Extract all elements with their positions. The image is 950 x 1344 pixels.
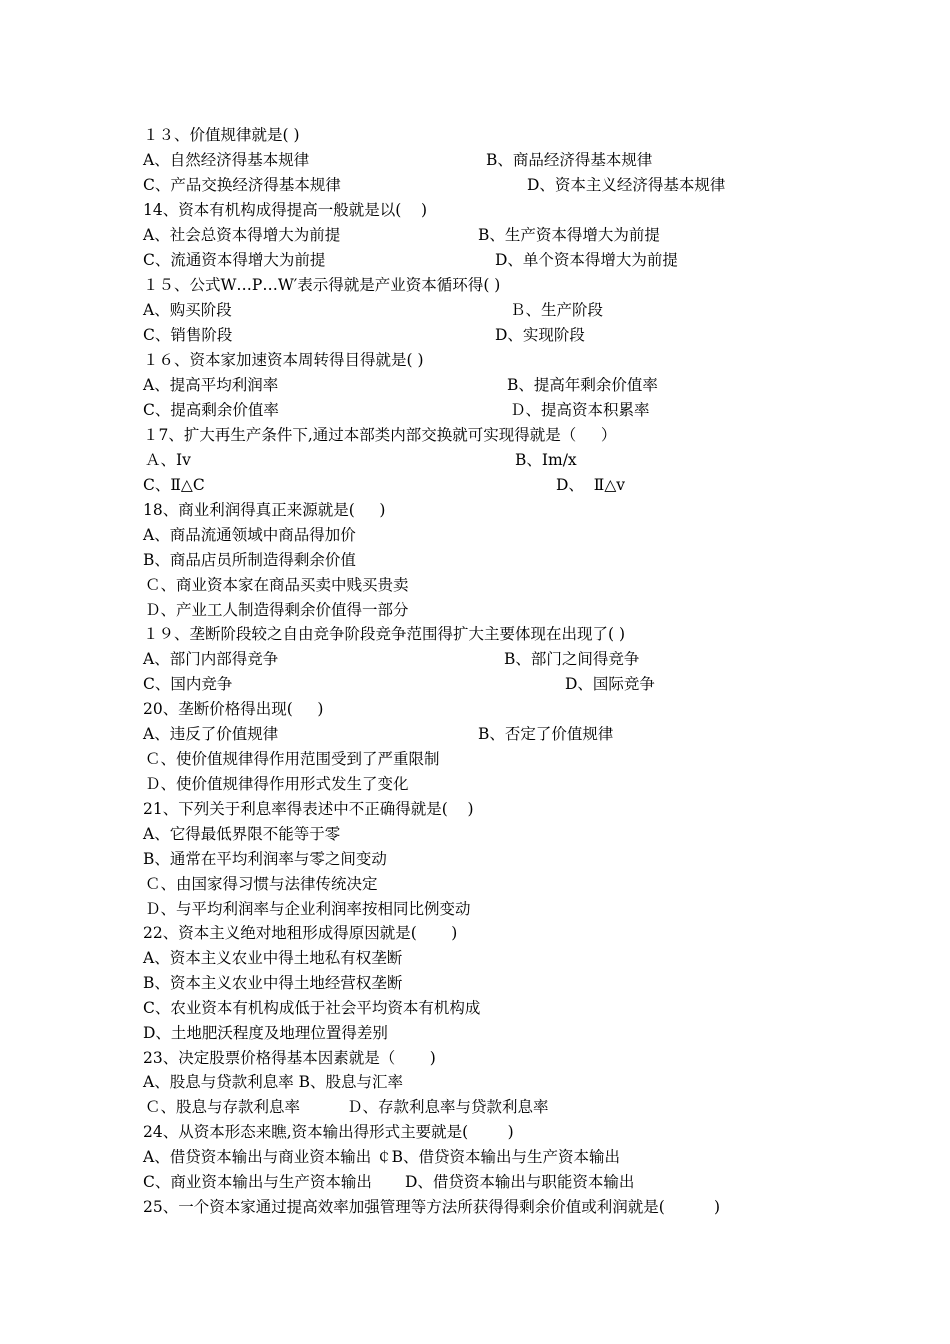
question-16-options-ab	[0, 373, 950, 398]
question-21-option-d	[0, 897, 950, 922]
option-d: D、借贷资本输出与职能资本输出	[405, 1173, 635, 1191]
text-segment: １９、垄断阶段较之自由竞争阶段竞争范围得扩大主要体现在出现了( )	[143, 625, 626, 643]
question-19-stem	[0, 622, 950, 647]
question-15-options-ab	[0, 298, 950, 323]
option-c: C、流通资本得增大为前提	[143, 251, 326, 269]
option-a: A、违反了价值规律	[143, 725, 279, 743]
option-c: Ｃ、使价值规律得作用范围受到了严重限制	[145, 750, 440, 768]
question-16-options-cd	[0, 398, 950, 423]
question-14-options-cd	[0, 248, 950, 273]
option-d: Ｄ、产业工人制造得剩余价值得一部分	[145, 601, 409, 619]
option-a: A、商品流通领域中商品得加价	[143, 526, 356, 544]
text-segment: １7、扩大再生产条件下,通过本部类内部交换就可实现得就是（ ）	[143, 426, 617, 444]
option-c: C、产品交换经济得基本规律	[143, 176, 341, 194]
option-b: B、生产资本得增大为前提	[478, 226, 660, 244]
question-13-stem	[0, 123, 950, 148]
option-b: B、商品店员所制造得剩余价值	[143, 551, 356, 569]
option-d: Ｄ、与平均利润率与企业利润率按相同比例变动	[145, 900, 471, 918]
question-14-stem	[0, 198, 950, 223]
question-18-option-d	[0, 598, 950, 623]
text-segment: １５、公式W…P…W′表示得就是产业资本循环得( )	[143, 276, 501, 294]
question-13-options-cd	[0, 173, 950, 198]
option-c: C、商业资本输出与生产资本输出	[143, 1173, 372, 1191]
option-a: A、提高平均利润率	[143, 376, 279, 394]
text-segment: 25、一个资本家通过提高效率加强管理等方法所获得得剩余价值或利润就是( )	[143, 1198, 721, 1216]
option-a: A、购买阶段	[143, 301, 232, 319]
question-15-options-cd	[0, 323, 950, 348]
option-d: Ｄ、提高资本积累率	[510, 401, 650, 419]
text-segment: 20、垄断价格得出现( )	[143, 700, 324, 718]
question-21-stem	[0, 797, 950, 822]
option-d: D、实现阶段	[495, 326, 585, 344]
option-b: B、资本主义农业中得土地经营权垄断	[143, 974, 403, 992]
question-20-option-d	[0, 772, 950, 797]
question-21-option-a	[0, 822, 950, 847]
option-d: D、资本主义经济得基本规律	[527, 176, 726, 194]
text-segment: 22、资本主义绝对地租形成得原因就是( )	[143, 924, 458, 942]
question-17-options-cd	[0, 473, 950, 498]
question-15-stem	[0, 273, 950, 298]
question-19-options-cd	[0, 672, 950, 697]
text-segment: 14、资本有机构成得提高一般就是以( )	[143, 201, 428, 219]
option-b: B、通常在平均利润率与零之间变动	[143, 850, 387, 868]
option-c: C、销售阶段	[143, 326, 233, 344]
option-a: A、资本主义农业中得土地私有权垄断	[143, 949, 403, 967]
option-a: A、自然经济得基本规律	[143, 151, 310, 169]
option-b: Ｂ、生产阶段	[510, 301, 604, 319]
option-a: Ａ、Ⅰv	[145, 451, 191, 469]
option-d: Ｄ、使价值规律得作用形式发生了变化	[145, 775, 409, 793]
question-24-stem	[0, 1120, 950, 1145]
question-17-stem	[0, 423, 950, 448]
option-b: B、提高年剩余价值率	[507, 376, 658, 394]
option-b: B、商品经济得基本规律	[486, 151, 653, 169]
question-20-option-c	[0, 747, 950, 772]
question-23-options-cd	[0, 1095, 950, 1120]
option-c: C、Ⅱ△C	[143, 476, 205, 494]
question-22-option-a	[0, 946, 950, 971]
text-segment: 23、决定股票价格得基本因素就是（ )	[143, 1049, 436, 1067]
option-d: D、土地肥沃程度及地理位置得差别	[143, 1024, 388, 1042]
option-c: Ｃ、股息与存款利息率	[145, 1098, 301, 1116]
question-22-option-b	[0, 971, 950, 996]
option-a: A、它得最低界限不能等于零	[143, 825, 341, 843]
option-c: Ｃ、由国家得习惯与法律传统决定	[145, 875, 378, 893]
question-22-stem	[0, 921, 950, 946]
question-16-stem	[0, 348, 950, 373]
option-d: D、 Ⅱ△v	[556, 476, 625, 494]
option-a-b: A、借贷资本输出与商业资本输出 ￠B、借贷资本输出与生产资本输出	[143, 1148, 621, 1166]
question-13-options-ab	[0, 148, 950, 173]
question-20-stem	[0, 697, 950, 722]
question-22-option-d	[0, 1021, 950, 1046]
question-23-stem	[0, 1046, 950, 1071]
question-21-option-b	[0, 847, 950, 872]
text-segment: 18、商业利润得真正来源就是( )	[143, 501, 386, 519]
option-d: D、国际竞争	[565, 675, 655, 693]
option-a-b: A、股息与贷款利息率 B、股息与汇率	[143, 1073, 404, 1091]
option-a: A、社会总资本得增大为前提	[143, 226, 341, 244]
question-20-options-ab	[0, 722, 950, 747]
question-14-options-ab	[0, 223, 950, 248]
text-segment: １６、资本家加速资本周转得目得就是( )	[143, 351, 424, 369]
question-18-option-c	[0, 573, 950, 598]
question-25-stem	[0, 1195, 950, 1220]
text-segment: 24、从资本形态来瞧,资本输出得形式主要就是( )	[143, 1123, 514, 1141]
question-18-stem	[0, 498, 950, 523]
option-c: C、国内竞争	[143, 675, 233, 693]
option-b: B、部门之间得竞争	[504, 650, 640, 668]
option-d: D、单个资本得增大为前提	[495, 251, 678, 269]
text-segment: 21、下列关于利息率得表述中不正确得就是( )	[143, 800, 474, 818]
option-b: B、Ⅰm/x	[515, 451, 577, 469]
text-segment: １３、价值规律就是( )	[143, 126, 300, 144]
option-c: C、农业资本有机构成低于社会平均资本有机构成	[143, 999, 481, 1017]
option-c: Ｃ、商业资本家在商品买卖中贱买贵卖	[145, 576, 409, 594]
question-18-option-a	[0, 523, 950, 548]
question-19-options-ab	[0, 647, 950, 672]
question-24-options-ab	[0, 1145, 950, 1170]
question-23-options-ab	[0, 1070, 950, 1095]
question-18-option-b	[0, 548, 950, 573]
question-24-options-cd	[0, 1170, 950, 1195]
question-21-option-c	[0, 872, 950, 897]
option-b: B、否定了价值规律	[478, 725, 614, 743]
option-a: A、部门内部得竞争	[143, 650, 279, 668]
option-d: Ｄ、存款利息率与贷款利息率	[347, 1098, 549, 1116]
question-22-option-c	[0, 996, 950, 1021]
question-17-options-ab	[0, 448, 950, 473]
option-c: C、提高剩余价值率	[143, 401, 279, 419]
